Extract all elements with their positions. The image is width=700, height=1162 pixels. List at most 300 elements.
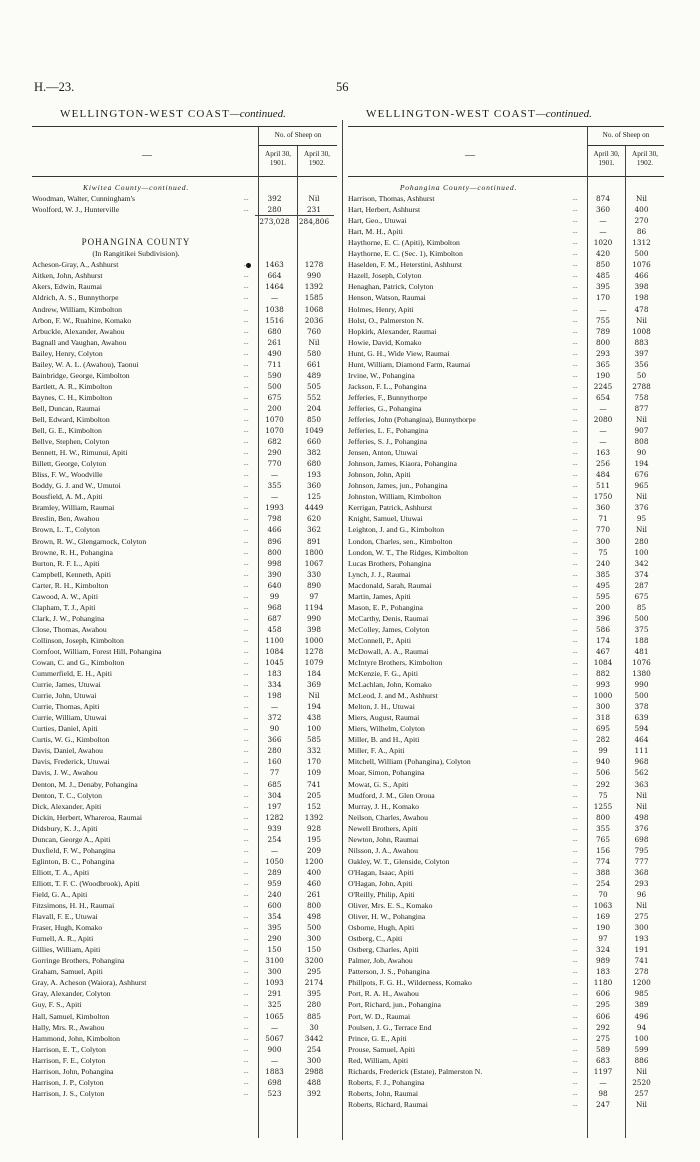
row-blank xyxy=(32,226,337,237)
sheep-1901: 1045 xyxy=(265,658,284,668)
table-row xyxy=(348,911,664,922)
owner-name: Bagnall and Vaughan, Awahou xyxy=(32,337,127,347)
sheep-1902: 883 xyxy=(634,337,649,347)
sheep-1901: 75 xyxy=(598,790,608,800)
sheep-1902: 1585 xyxy=(304,293,324,303)
sheep-1901: 998 xyxy=(267,558,282,568)
sheep-1901: 75 xyxy=(598,547,608,557)
sheep-1901: 2245 xyxy=(593,381,613,391)
table-row xyxy=(32,723,337,734)
table-row xyxy=(32,900,337,911)
leader-dots: ... xyxy=(243,978,249,987)
table-row xyxy=(348,779,664,790)
leader-dots: ... xyxy=(243,392,249,401)
sheep-1901: 256 xyxy=(596,459,610,469)
table-row xyxy=(32,1044,337,1055)
table-row xyxy=(348,845,664,856)
owner-name: O'Hagan, Isaac, Apiti xyxy=(348,867,414,877)
table-row xyxy=(348,1011,664,1022)
table-row xyxy=(32,779,337,790)
table-row xyxy=(32,259,337,270)
leader-dots: ... xyxy=(572,735,578,744)
sheep-1902: 552 xyxy=(307,392,321,402)
owner-name: Duncan, George A., Apiti xyxy=(32,834,111,844)
sheep-1901: 183 xyxy=(596,967,610,977)
table-row xyxy=(32,867,337,878)
table-row xyxy=(348,304,664,315)
table-row xyxy=(348,701,664,712)
owner-name: Roberts, John, Raumai xyxy=(348,1088,419,1098)
right-column-title xyxy=(366,108,592,120)
owner-name: Carter, R. H., Kimbolton xyxy=(32,580,109,590)
sheep-1901: — xyxy=(599,216,607,226)
owner-name: Baynes, C. H., Kimbolton xyxy=(32,392,113,402)
sheep-1902: 661 xyxy=(307,359,321,369)
sheep-1901: 606 xyxy=(596,989,610,999)
table-row xyxy=(32,801,337,812)
owner-name: Gray, A. Acheson (Waiora), Ashhurst xyxy=(32,978,147,988)
table-row xyxy=(348,900,664,911)
sheep-1901: 1463 xyxy=(265,260,284,270)
leader-dots: ... xyxy=(243,724,249,733)
sheep-1901: 800 xyxy=(596,337,610,347)
owner-name: Bell, Duncan, Raumai xyxy=(32,403,101,413)
leader-dots: ... xyxy=(572,326,578,335)
leader-dots: ... xyxy=(243,834,249,843)
owner-name: Harrison, J. S., Colyton xyxy=(32,1088,105,1098)
owner-name: Guy, F. S., Apiti xyxy=(32,1000,82,1010)
leader-dots: ... xyxy=(572,238,578,247)
sheep-1901: 800 xyxy=(267,547,282,557)
sheep-1902: 194 xyxy=(307,702,321,712)
sheep-1902: 489 xyxy=(307,370,321,380)
sheep-1902: 438 xyxy=(307,713,321,723)
sheep-1902: 877 xyxy=(634,403,649,413)
sheep-1901: 1180 xyxy=(593,978,613,988)
table-row xyxy=(32,1066,337,1077)
owner-name: Flavall, F. E., Utuwai xyxy=(32,912,98,922)
sheep-1902: 498 xyxy=(634,812,649,822)
sheep-1901: 292 xyxy=(596,779,610,789)
leader-dots: ... xyxy=(243,702,249,711)
row-section xyxy=(348,182,664,193)
sheep-1902: 376 xyxy=(634,503,649,513)
table-row xyxy=(32,734,337,745)
sheep-1901: — xyxy=(599,227,607,237)
table-row xyxy=(348,392,664,403)
table-row xyxy=(348,867,664,878)
sheep-1901: 295 xyxy=(596,1000,610,1010)
sheep-1902: 392 xyxy=(307,1088,321,1098)
sheep-1902: 580 xyxy=(307,348,321,358)
owner-name: Haselden, F. M., Heterstini, Ashhurst xyxy=(348,260,463,270)
table-row xyxy=(32,668,337,679)
sheep-1901: 940 xyxy=(596,757,610,767)
sheep-1902: 1278 xyxy=(304,260,324,270)
owner-name: Port, W. D., Raumai xyxy=(348,1011,411,1021)
leader-dots: ... xyxy=(243,945,249,954)
table-row xyxy=(348,988,664,999)
table-row xyxy=(32,359,337,370)
leader-dots: ... xyxy=(243,801,249,810)
owner-name: Cornfoot, William, Forest Hill, Pohangina xyxy=(32,646,162,656)
leader-dots: ... xyxy=(572,890,578,898)
sheep-1901: 395 xyxy=(267,923,282,933)
table-row xyxy=(32,381,337,392)
leader-dots: ... xyxy=(243,768,249,777)
owner-name: Mowat, G. S., Apiti xyxy=(348,779,409,789)
table-row xyxy=(32,767,337,778)
sheep-1901: 1084 xyxy=(265,646,284,656)
leader-dots: ... xyxy=(572,680,578,689)
leader-dots: ... xyxy=(572,547,578,556)
sheep-1902: Nil xyxy=(635,194,648,204)
leader-dots: ... xyxy=(572,348,578,357)
leader-dots: ... xyxy=(572,337,578,346)
leader-dots: ... xyxy=(572,867,578,876)
leader-dots: ... xyxy=(243,194,249,203)
sheep-1901: — xyxy=(599,437,607,447)
owner-name: Roberts, Richard, Raumai xyxy=(348,1099,428,1109)
sheep-1902: 1278 xyxy=(304,646,324,656)
leader-dots: ... xyxy=(572,426,578,435)
sheep-1901: 97 xyxy=(598,934,608,944)
sheep-1902: 191 xyxy=(634,945,649,955)
sheep-1901: 1516 xyxy=(265,315,284,325)
table-row xyxy=(32,944,337,955)
sheep-1902: 1200 xyxy=(304,856,324,866)
sheep-1901: 765 xyxy=(596,834,610,844)
sheep-1901: 798 xyxy=(267,514,282,524)
sheep-1902: 1312 xyxy=(632,238,651,248)
sheep-1901: 1020 xyxy=(593,238,613,248)
sheep-1902: 741 xyxy=(307,779,321,789)
owner-name: Osborne, Hugh, Apiti xyxy=(348,923,415,933)
sheep-1901: — xyxy=(270,845,279,855)
left-group-header: No. of Sheep on xyxy=(274,131,322,139)
sheep-1902: 1076 xyxy=(632,658,651,668)
sheep-1902: 205 xyxy=(307,790,321,800)
owner-name: Gorringe Brothers, Pohangina xyxy=(32,956,125,966)
leader-dots: ... xyxy=(572,558,578,567)
sheep-1901: 273,028 xyxy=(255,215,294,227)
sheep-1901: 98 xyxy=(598,1088,608,1098)
leader-dots: ... xyxy=(572,1011,578,1020)
sheep-1901: 240 xyxy=(267,890,282,899)
sheep-1901: 388 xyxy=(596,867,610,877)
owner-name: McDowall, A. A., Raumai xyxy=(348,646,429,656)
table-row xyxy=(32,812,337,823)
owner-name: O'Reilly, Philip, Apiti xyxy=(348,890,415,899)
leader-dots: ... xyxy=(243,669,249,678)
leader-dots: ... xyxy=(572,591,578,600)
leader-dots: ... xyxy=(243,414,249,423)
table-row xyxy=(348,491,664,502)
table-row xyxy=(348,1099,664,1110)
leader-dots: ... xyxy=(243,890,249,898)
sheep-1901: 675 xyxy=(267,392,282,402)
owner-name: Browne, R. H., Pohangina xyxy=(32,547,113,557)
leader-dots: ... xyxy=(572,503,578,512)
sheep-1902: Nil xyxy=(635,315,648,325)
sheep-1901: 197 xyxy=(267,801,282,811)
sheep-1902: 369 xyxy=(307,680,321,690)
leader-dots: ... xyxy=(572,359,578,368)
table-row xyxy=(348,359,664,370)
table-row xyxy=(32,756,337,767)
table-row xyxy=(32,856,337,867)
leader-dots: ... xyxy=(243,823,249,832)
table-row xyxy=(348,613,664,624)
sheep-1901: 300 xyxy=(596,702,610,712)
sheep-1901: 590 xyxy=(267,370,282,380)
owner-name: Macdonald, Sarah, Raumai xyxy=(348,580,432,590)
owner-name: Prince, G. E., Apiti xyxy=(348,1033,407,1043)
owner-name: Campbell, Kenneth, Apiti xyxy=(32,569,111,579)
leader-dots: ... xyxy=(243,1033,249,1042)
table-row xyxy=(348,458,664,469)
leader-dots: ... xyxy=(243,658,249,667)
leader-dots: ... xyxy=(243,293,249,302)
owner-name: Port, Richard, jun., Pohangina xyxy=(348,1000,441,1010)
table-row xyxy=(32,591,337,602)
sheep-1901: 354 xyxy=(267,912,282,922)
sheep-1901: 304 xyxy=(267,790,282,800)
leader-dots: ... xyxy=(243,735,249,744)
sheep-1901: 490 xyxy=(267,348,282,358)
leader-dots: ... xyxy=(572,878,578,887)
owner-name: O'Hagan, John, Apiti xyxy=(348,878,413,888)
leader-dots: ... xyxy=(243,901,249,910)
table-row xyxy=(32,878,337,889)
sheep-1902: 777 xyxy=(634,856,649,866)
sheep-1901: 99 xyxy=(269,591,280,601)
sheep-1902: 300 xyxy=(634,923,649,933)
sheep-1901: 687 xyxy=(267,613,282,623)
sheep-1901: 275 xyxy=(596,1033,610,1043)
leader-dots: ... xyxy=(572,989,578,998)
table-row xyxy=(32,624,337,635)
sheep-1902: 400 xyxy=(307,867,321,877)
sheep-1901: 325 xyxy=(267,1000,282,1010)
owner-name: Fitzsimons, H. H., Raumai xyxy=(32,901,115,911)
sheep-1902: 2788 xyxy=(632,381,651,391)
owner-name: Kiwitea County—continued. xyxy=(82,183,190,192)
sheep-1902: Nil xyxy=(635,492,648,502)
sheep-1902: 1068 xyxy=(304,304,324,314)
sheep-1902: 94 xyxy=(636,1022,647,1032)
table-row xyxy=(348,834,664,845)
leader-dots: ... xyxy=(243,1066,249,1075)
owner-name: Harrison, E. T., Colyton xyxy=(32,1044,106,1054)
leader-dots: ... xyxy=(243,359,249,368)
sheep-1901: 170 xyxy=(596,293,610,303)
table-row xyxy=(32,536,337,547)
sheep-1901: 695 xyxy=(596,724,610,734)
sheep-1901: 355 xyxy=(596,823,610,833)
table-row xyxy=(348,679,664,690)
leader-dots: ... xyxy=(572,216,578,225)
table-row xyxy=(32,337,337,348)
owner-name: Jefferies, S. J., Pohangina xyxy=(348,437,428,447)
owner-name: Mitchell, William (Pohangina), Colyton xyxy=(348,757,471,767)
table-row xyxy=(348,624,664,635)
leader-dots: ... xyxy=(572,834,578,843)
leader-dots: ... xyxy=(243,912,249,921)
owner-name: Boddy, G. J. and W., Umutoi xyxy=(32,481,121,491)
sheep-1902: Nil xyxy=(635,790,648,800)
owner-name: Jefferies, F., Bunnythorpe xyxy=(348,392,428,402)
sheep-1901: 1993 xyxy=(265,503,284,513)
sheep-1902: 496 xyxy=(634,1011,649,1021)
sheep-1902: 90 xyxy=(636,448,647,458)
sheep-1901: — xyxy=(270,702,279,712)
owner-name: Palmer, Job, Awahou xyxy=(348,956,413,966)
owner-name: Irvine, W., Pohangina xyxy=(348,370,415,380)
table-row xyxy=(348,414,664,425)
leader-dots: ... xyxy=(572,448,578,457)
right-group-rule xyxy=(588,145,664,146)
sheep-1901: 71 xyxy=(598,514,608,524)
sheep-1902: 2036 xyxy=(304,315,324,325)
owner-name: McCarthy, Denis, Raumai xyxy=(348,613,429,623)
sheep-1902: 620 xyxy=(307,514,321,524)
leader-dots: ... xyxy=(572,1044,578,1053)
right-header-dash: — xyxy=(465,150,475,161)
owner-name: Breslin, Ben, Awahou xyxy=(32,514,100,524)
table-row xyxy=(32,1077,337,1088)
sheep-1902: 505 xyxy=(307,381,321,391)
left-group-rule xyxy=(259,145,337,146)
leader-dots: ... xyxy=(572,856,578,865)
leader-dots: ... xyxy=(572,1055,578,1064)
sheep-1901: 198 xyxy=(267,691,282,701)
sheep-1901: 511 xyxy=(596,481,610,491)
owner-name: Jefferies, John (Pohangina), Bunnythorpe xyxy=(348,414,476,424)
sheep-1901: 360 xyxy=(596,205,610,215)
owner-name: Ostberg, C., Apiti xyxy=(348,934,403,944)
leader-dots: ... xyxy=(243,580,249,589)
table-row xyxy=(32,657,337,668)
leader-dots: ... xyxy=(572,724,578,733)
table-row xyxy=(348,1088,664,1099)
owner-name: Newton, John, Raumai xyxy=(348,834,419,844)
sheep-1902: 111 xyxy=(634,746,649,756)
owner-name: Elliott, T. A., Apiti xyxy=(32,867,90,877)
sheep-1902: 86 xyxy=(636,227,647,237)
leader-dots: ... xyxy=(572,569,578,578)
leader-dots: ... xyxy=(572,646,578,655)
table-row xyxy=(348,569,664,580)
sheep-1901: 163 xyxy=(596,448,610,458)
owner-name: Graham, Samuel, Apiti xyxy=(32,967,103,977)
leader-dots: ... xyxy=(572,205,578,214)
sheep-1902: 363 xyxy=(634,779,649,789)
sheep-1901: 300 xyxy=(267,967,282,977)
sheep-1902: 109 xyxy=(307,768,321,778)
sheep-1902: 990 xyxy=(634,680,649,690)
leader-dots: ... xyxy=(243,525,249,534)
table-row xyxy=(348,1022,664,1033)
sheep-1901: 680 xyxy=(267,326,282,336)
owner-name: Holmes, Henry, Apiti xyxy=(348,304,414,314)
sheep-1902: 1079 xyxy=(304,658,324,668)
sheep-1902: 1076 xyxy=(632,260,651,270)
sheep-1901: 664 xyxy=(267,271,282,281)
leader-dots: ... xyxy=(243,492,249,501)
row-heading xyxy=(32,237,337,248)
owner-name: Bramley, William, Raumai xyxy=(32,503,115,513)
sheep-1901: 800 xyxy=(596,812,610,822)
leader-dots: ... xyxy=(243,514,249,523)
sheep-1902: 1392 xyxy=(304,282,324,292)
leader-dots: ... xyxy=(243,602,249,611)
sheep-1901: 395 xyxy=(596,282,610,292)
sheep-1902: 342 xyxy=(634,558,649,568)
sheep-1901: — xyxy=(599,304,607,314)
owner-name: Bainbridge, George, Kimbolton xyxy=(32,370,130,380)
sheep-1902: 500 xyxy=(634,613,649,623)
table-row xyxy=(348,337,664,348)
sheep-1901: 3100 xyxy=(265,956,284,966)
sheep-1901: 280 xyxy=(267,205,282,215)
sheep-1902: 968 xyxy=(634,757,649,767)
sheep-1901: 1063 xyxy=(593,901,613,911)
sheep-1902: Nil xyxy=(308,194,320,204)
owner-name: Mason, E. P., Pohangina xyxy=(348,602,423,612)
table-row xyxy=(32,502,337,513)
owner-name: Hunt, G. H., Wide View, Raumai xyxy=(348,348,450,358)
owner-name: McKenzie, F. G., Apiti xyxy=(348,669,419,679)
leader-dots: ... xyxy=(572,414,578,423)
sheep-1902: 400 xyxy=(634,205,649,215)
owner-name: Bellve, Stephen, Colyton xyxy=(32,437,110,447)
sheep-1901: 770 xyxy=(267,459,282,469)
owner-name: Henson, Watson, Raumai xyxy=(348,293,426,303)
table-row xyxy=(32,933,337,944)
sheep-1902: 488 xyxy=(307,1077,321,1087)
sheep-1901: 360 xyxy=(596,503,610,513)
sheep-1901: 654 xyxy=(596,392,610,402)
owner-name: Close, Thomas, Awahou xyxy=(32,624,107,634)
leader-dots: ... xyxy=(243,646,249,655)
sheep-1902: 194 xyxy=(634,459,649,469)
owner-name: Jensen, Anton, Utuwai xyxy=(348,448,418,458)
right-header-bottom-rule xyxy=(348,176,664,177)
table-row xyxy=(32,392,337,403)
owner-name: Leighton, J. and G., Kimbolton xyxy=(348,525,445,535)
sheep-1901: 90 xyxy=(269,724,280,734)
owner-name: Gray, Alexander, Colyton xyxy=(32,989,111,999)
sheep-1902: 758 xyxy=(634,392,649,402)
sheep-1902: 360 xyxy=(307,481,321,491)
owner-name: Red, William, Apiti xyxy=(348,1055,409,1065)
table-row xyxy=(348,933,664,944)
table-row xyxy=(348,193,664,204)
leader-dots: ... xyxy=(243,790,249,799)
table-row xyxy=(348,270,664,281)
sheep-1902: 886 xyxy=(634,1055,649,1065)
owner-name: Curtis, W. G., Kimbolton xyxy=(32,735,110,745)
owner-name: Aldrich, A. S., Bunnythorpe xyxy=(32,293,119,303)
leader-dots: ... xyxy=(572,392,578,401)
sheep-1901: 372 xyxy=(267,713,282,723)
sheep-1901: 150 xyxy=(267,945,282,955)
owner-name: Eglinton, B. C., Pohangina xyxy=(32,856,115,866)
leader-dots: ... xyxy=(572,812,578,821)
sheep-1901: 683 xyxy=(596,1055,610,1065)
leader-dots: ... xyxy=(572,746,578,755)
